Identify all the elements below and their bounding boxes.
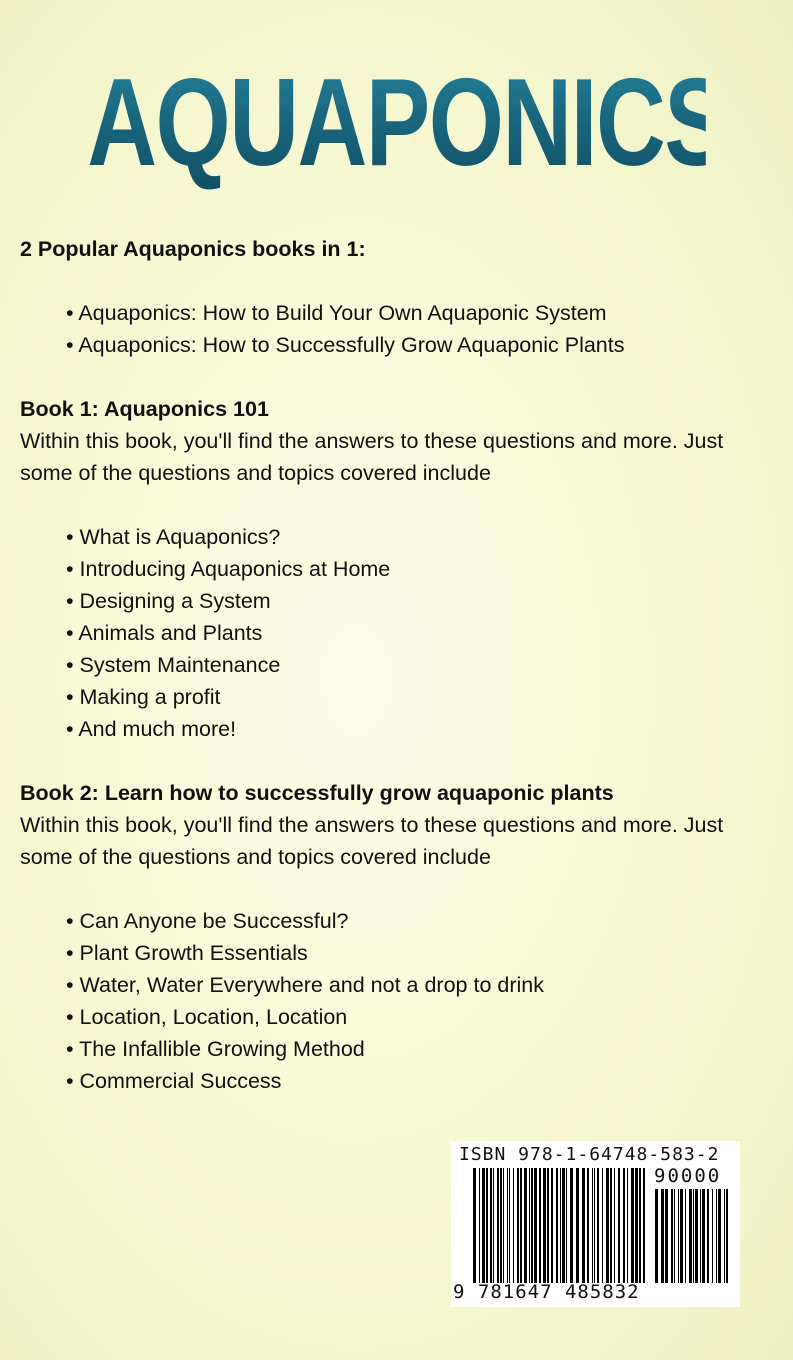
book1-heading: Book 1: Aquaponics 101 [20, 397, 269, 421]
list-item: • And much more! [66, 713, 780, 745]
book2-description: Within this book, you'll find the answers to these questions and more. Just some of the questions and topics covered include [20, 813, 724, 869]
price-code: 90000 [654, 1165, 722, 1187]
list-item: • Aquaponics: How to Successfully Grow Aquaponic Plants [66, 329, 780, 361]
list-item: • Can Anyone be Successful? [66, 905, 780, 937]
book1-description: Within this book, you'll find the answers to these questions and more. Just some of the questions and topics covered include [20, 429, 724, 485]
list-item: • What is Aquaponics? [66, 521, 780, 553]
list-item: • Designing a System [66, 585, 780, 617]
list-item: • Commercial Success [66, 1065, 780, 1097]
list-item: • Animals and Plants [66, 617, 780, 649]
list-item: • The Infallible Growing Method [66, 1033, 780, 1065]
list-item: • Aquaponics: How to Build Your Own Aquaponic System [66, 297, 780, 329]
book1-list [20, 521, 780, 745]
list-item: • Water, Water Everywhere and not a drop to drink [66, 969, 780, 1001]
list-item: • Making a profit [66, 681, 780, 713]
intro-list [20, 297, 780, 361]
list-item: • Introducing Aquaponics at Home [66, 553, 780, 585]
cover-title: AQUAPONICS [87, 38, 706, 208]
intro-heading: 2 Popular Aquaponics books in 1: [20, 237, 366, 261]
cover-content [20, 233, 780, 1097]
list-item: • Plant Growth Essentials [66, 937, 780, 969]
book2-heading: Book 2: Learn how to successfully grow aquaponic plants [20, 781, 614, 805]
book2-list [20, 905, 780, 1097]
isbn-number: ISBN 978-1-64748-583-2 [459, 1144, 720, 1165]
isbn-barcode [451, 1141, 740, 1307]
ean-number: 9 781647 485832 [453, 1281, 640, 1303]
list-item: • System Maintenance [66, 649, 780, 681]
list-item: • Location, Location, Location [66, 1001, 780, 1033]
